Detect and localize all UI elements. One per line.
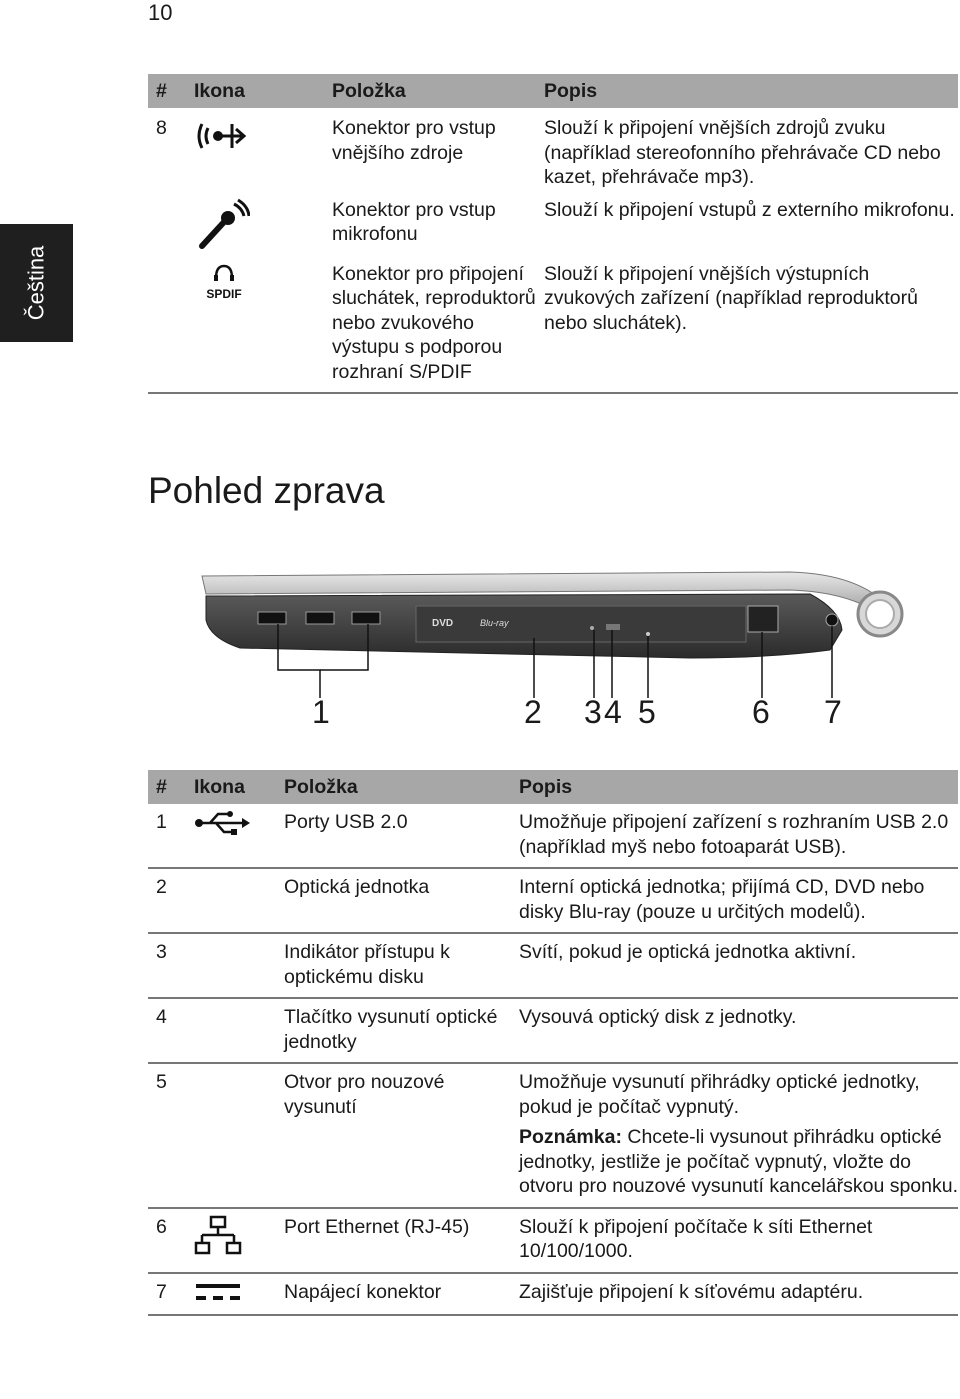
language-tab	[0, 224, 73, 342]
row-icon-empty	[186, 1063, 276, 1208]
row-item: Otvor pro nouzové vysunutí	[276, 1063, 511, 1208]
audio-ports-table	[148, 74, 958, 394]
note-text: Chcete-li vysunout přihrádku optické jednotky, jestliže je počítač vypnutý, vložte do otvoru pro nouzové vysunutí kancelářskou sponku.	[519, 1126, 959, 1197]
row-number: 7	[148, 1273, 186, 1315]
right-side-ports-table	[148, 770, 958, 1316]
row-number: 1	[148, 804, 186, 868]
row-description: Slouží k připojení vstupů z externího mikrofonu.	[544, 198, 955, 221]
drive-indicator	[590, 626, 594, 630]
row-description: Umožňuje vysunutí přihrádky optické jednotky, pokud je počítač vypnutý.	[519, 1071, 920, 1118]
line-in-icon	[186, 108, 324, 190]
row-item: Tlačítko vysunutí optické jednotky	[276, 998, 511, 1063]
callout-7: 7	[824, 694, 842, 730]
section-title: Pohled zprava	[148, 470, 385, 511]
callout-5: 5	[638, 694, 656, 730]
svg-text:SPDIF: SPDIF	[206, 286, 242, 301]
col-header-number: #	[148, 770, 186, 804]
note	[519, 1125, 958, 1199]
page-number: 10	[148, 0, 173, 25]
row-number: 2	[148, 868, 186, 933]
row-number: 6	[148, 1208, 186, 1273]
table-row	[148, 933, 958, 998]
power-jack	[826, 614, 838, 626]
row-item: Port Ethernet (RJ-45)	[276, 1208, 511, 1273]
table-row	[148, 1063, 958, 1208]
col-header-item: Položka	[324, 74, 536, 108]
table-header-row	[148, 74, 958, 108]
row-description: Slouží k připojení počítače k síti Ethernet 10/100/1000.	[511, 1208, 958, 1273]
svg-text:DVD: DVD	[432, 618, 454, 629]
table-row	[148, 1273, 958, 1315]
dc-power-icon	[186, 1273, 276, 1315]
emergency-eject-hole	[646, 632, 650, 636]
callout-1: 1	[312, 694, 330, 730]
col-header-icon: Ikona	[186, 74, 324, 108]
row-icon-empty	[186, 933, 276, 998]
table-row	[148, 108, 958, 190]
usb-port	[352, 612, 380, 624]
callout-numbers	[0, 694, 960, 738]
table-row	[148, 998, 958, 1063]
callout-2: 2	[524, 694, 542, 730]
col-header-description: Popis	[511, 770, 958, 804]
usb-icon	[186, 804, 276, 868]
row-item: Konektor pro připojení sluchátek, reproduktorů nebo zvukového výstupu s podporou rozhraní S/PDIF	[324, 254, 536, 394]
col-header-icon: Ikona	[186, 770, 276, 804]
row-item: Optická jednotka	[276, 868, 511, 933]
table-row	[148, 254, 958, 394]
callout-3: 3	[584, 694, 602, 730]
headphones-spdif-icon	[186, 254, 324, 394]
row-description: Svítí, pokud je optická jednotka aktivní.	[511, 933, 958, 998]
table-header-row	[148, 770, 958, 804]
row-icon-empty	[186, 998, 276, 1063]
col-header-item: Položka	[276, 770, 511, 804]
row-number: 8	[156, 117, 167, 139]
optical-drive	[416, 606, 746, 642]
usb-port	[306, 612, 334, 624]
row-number: 5	[148, 1063, 186, 1208]
svg-text:Blu-ray: Blu-ray	[480, 618, 509, 628]
row-number	[148, 254, 186, 394]
row-description: Interní optická jednotka; přijímá CD, DVD nebo disky Blu-ray (pouze u určitých modelů).	[511, 868, 958, 933]
table-row	[148, 804, 958, 868]
row-item: Konektor pro vstup vnějšího zdroje	[332, 117, 496, 164]
col-header-description: Popis	[536, 74, 958, 108]
ethernet-icon	[186, 1208, 276, 1273]
row-number	[148, 190, 186, 254]
row-number: 4	[148, 998, 186, 1063]
row-description: Vysouvá optický disk z jednotky.	[511, 998, 958, 1063]
table-row	[148, 190, 958, 254]
row-item: Indikátor přístupu k optickému disku	[276, 933, 511, 998]
microphone-icon	[186, 190, 324, 254]
row-description: Slouží k připojení vnějších výstupních zvukových zařízení (například reproduktorů nebo sluchátek).	[536, 254, 958, 394]
row-item: Napájecí konektor	[276, 1273, 511, 1315]
row-description: Slouží k připojení vnějších zdrojů zvuku (například stereofonního přehrávače CD nebo kazet, přehrávače mp3).	[544, 117, 941, 188]
callout-6: 6	[752, 694, 770, 730]
callout-4: 4	[604, 694, 622, 730]
language-tab-label: Čeština	[23, 245, 49, 321]
row-icon-empty	[186, 868, 276, 933]
table-row	[148, 868, 958, 933]
row-item: Porty USB 2.0	[276, 804, 511, 868]
usb-port	[258, 612, 286, 624]
col-header-number: #	[148, 74, 186, 108]
row-item: Konektor pro vstup mikrofonu	[332, 198, 496, 245]
row-number: 3	[148, 933, 186, 998]
table-row	[148, 1208, 958, 1273]
row-description: Zajišťuje připojení k síťovému adaptéru.	[511, 1273, 958, 1315]
row-description-cell	[511, 1063, 958, 1208]
row-description: Umožňuje připojení zařízení s rozhraním USB 2.0 (například myš nebo fotoaparát USB).	[511, 804, 958, 868]
eject-button	[606, 624, 620, 630]
note-label: Poznámka:	[519, 1126, 622, 1148]
ethernet-port	[748, 606, 778, 632]
